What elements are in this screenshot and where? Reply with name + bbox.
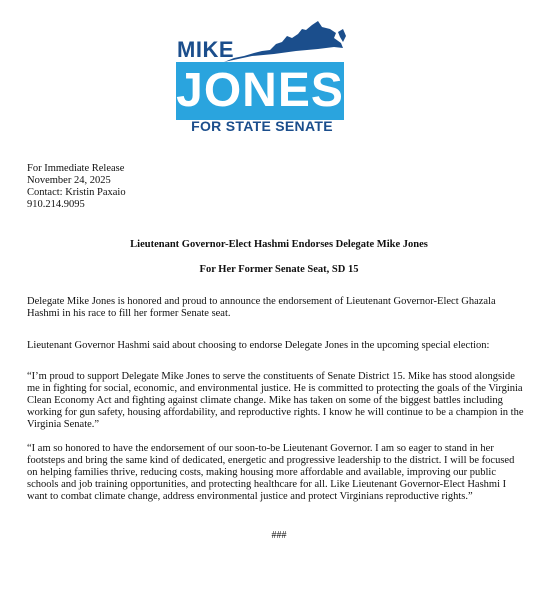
end-mark: ### [271,530,287,541]
campaign-logo [172,20,352,136]
logo-tagline: FOR STATE SENATE [191,118,333,134]
paragraph-hashmi-quote: “I’m proud to support Delegate Mike Jones to serve the constituents of Senate District 15. Mike has stood alongside me in fighting for social, economic, and environmental justice. He is committed to protecting the goals of the Virginia Clean Economy Act and fighting against climate change. Mike has taken on some of the biggest battles including working for gun safety, housing affordability, and reproductive rights. I know he will continue to be a champion in the Virginia Senate.” [27,371,524,430]
paragraph-lead-in: Lieutenant Governor Hashmi said about choosing to endorse Delegate Jones in the upcoming special election: [27,340,490,351]
logo-last-name-box [176,62,344,120]
release-label: For Immediate Release [27,163,125,174]
logo-last-name: JONES [176,64,344,117]
release-phone: 910.214.9095 [27,199,85,210]
paragraph-jones-quote: “I am so honored to have the endorsement of our soon-to-be Lieutenant Governor. I am so eager to stand in her footsteps and bring the same kind of dedicated, energetic and progressive leadership to the district. I will be focused on helping families thrive, reducing costs, making housing more affordable and available, improving our public schools and job training opportunities, and protecting healthcare for all. Like Lieutenant Governor-Elect Hashmi I want to combat climate change, address environmental justice and protect Virginians reproductive rights.” [27,443,515,502]
release-contact: Contact: Kristin Paxaio [27,187,126,198]
release-date: November 24, 2025 [27,175,111,186]
release-info [27,163,126,211]
virginia-state-icon [222,20,350,64]
subheadline: For Her Former Senate Seat, SD 15 [199,264,359,275]
logo-first-name: MIKE [177,37,234,62]
paragraph-intro: Delegate Mike Jones is honored and proud to announce the endorsement of Lieutenant Governor-Elect Ghazala Hashmi in his race to fill her former Senate seat. [27,296,496,319]
headline: Lieutenant Governor-Elect Hashmi Endorses Delegate Mike Jones [130,239,428,250]
